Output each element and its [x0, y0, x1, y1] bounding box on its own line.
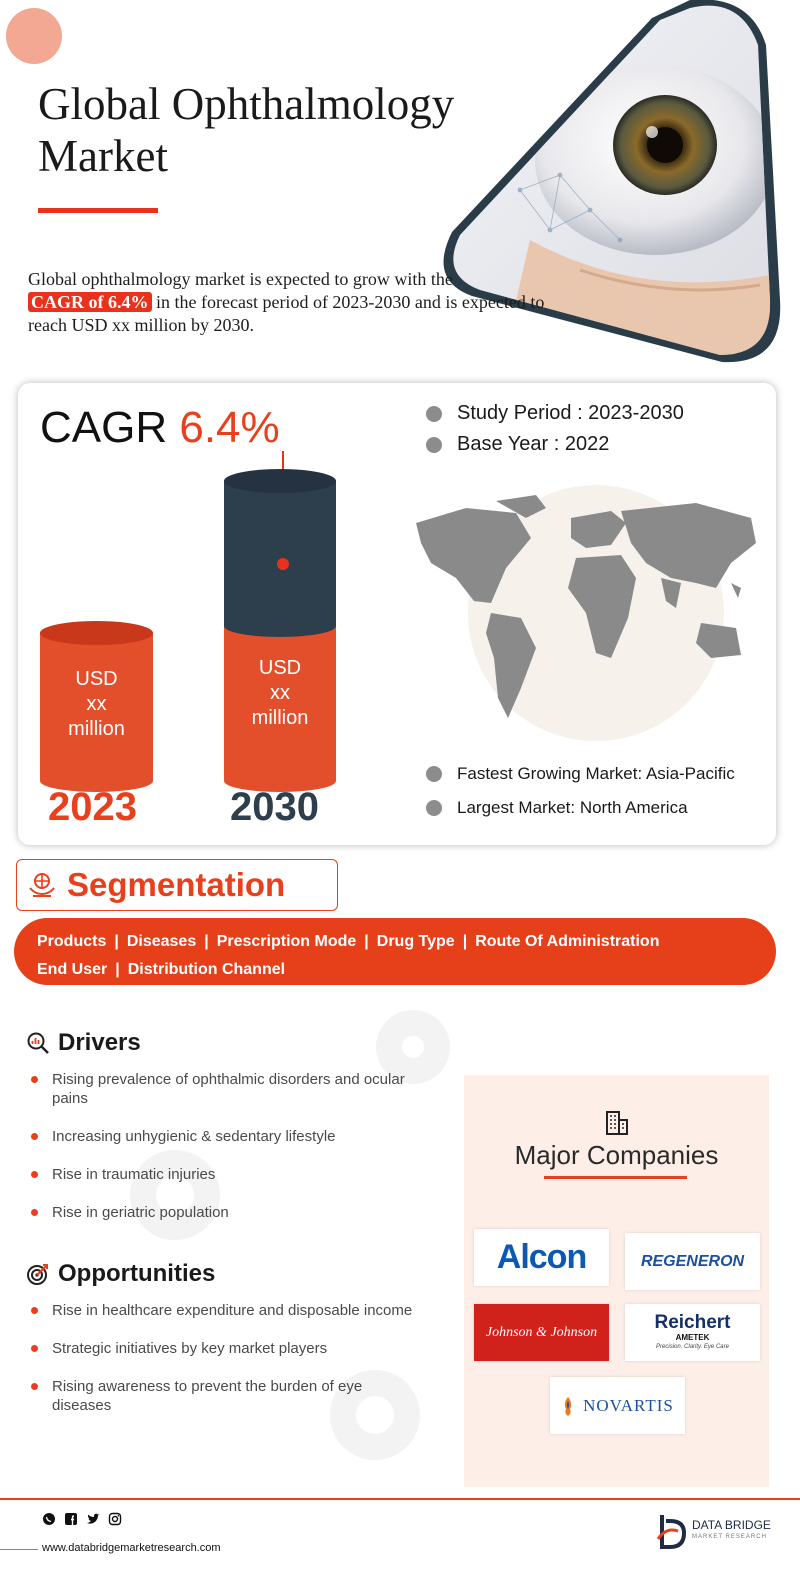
footer-rule [0, 1549, 38, 1550]
opportunity-item: Strategic initiatives by key market players [30, 1339, 425, 1358]
bar-2023-value [40, 667, 153, 742]
driver-item: Increasing unhygienic & sedentary lifestyle [30, 1127, 425, 1146]
alcon-wordmark: Alcon [496, 1238, 587, 1276]
drivers-title: Drivers [58, 1029, 141, 1056]
regeneron-wordmark: REGENERON [640, 1252, 745, 1270]
brand-subtitle: MARKET RESEARCH [692, 1534, 767, 1540]
companies-underline [544, 1176, 687, 1179]
segment-separator: | [364, 933, 369, 950]
driver-item: Rise in traumatic injuries [30, 1165, 425, 1184]
driver-item: Rise in geriatric population [30, 1203, 425, 1222]
segment-distribution-channel: Distribution Channel [127, 961, 286, 978]
segment-separator: | [114, 933, 119, 950]
bullet-dot [426, 766, 442, 782]
segment-separator: | [462, 933, 468, 950]
study-period-row [426, 402, 684, 425]
bar-2023-unit: USD [75, 668, 118, 690]
reichert-tagline: Precision. Clarity. Eye Care [656, 1344, 729, 1350]
footer-divider [0, 1498, 800, 1500]
base-year: Base Year : 2022 [457, 433, 610, 455]
reichert-wordmark: Reichert [654, 1312, 731, 1333]
brand-title: DATA BRIDGE [692, 1518, 771, 1532]
building-icon [605, 1110, 629, 1136]
instagram-icon[interactable] [108, 1512, 122, 1526]
driver-item: Rising prevalence of ophthalmic disorders and ocular pains [30, 1070, 425, 1108]
bullet-dot [426, 800, 442, 816]
bullet-dot [426, 406, 442, 422]
title-underline [38, 208, 158, 213]
alcon-logo [474, 1229, 609, 1286]
bullet-dot [426, 437, 442, 453]
segment-prescription-mode: Prescription Mode [216, 933, 357, 950]
segment-drug-type: Drug Type [376, 933, 455, 950]
major-companies-panel [464, 1075, 769, 1487]
bar-2030-unit: USD [258, 657, 302, 679]
segmentation-row-1 [37, 928, 754, 956]
johnson-and-johnson-wordmark: Johnson & Johnson [485, 1324, 598, 1340]
bar-2030-scale: million [251, 707, 309, 729]
whatsapp-icon[interactable] [42, 1512, 56, 1526]
target-icon [26, 1262, 50, 1286]
novartis-wordmark: NOVARTIS [583, 1395, 674, 1415]
segmentation-bar [14, 918, 776, 985]
ametek-wordmark: AMETEK [675, 1333, 710, 1342]
data-bridge-logo [656, 1513, 771, 1549]
regeneron-logo [625, 1233, 760, 1290]
segmentation-heading-box [16, 859, 338, 911]
opportunity-item: Rising awareness to prevent the burden of eye diseases [30, 1377, 425, 1415]
twitter-icon[interactable] [86, 1512, 100, 1526]
base-year-row [426, 433, 609, 456]
year-2030: 2030 [230, 785, 319, 829]
data-bridge-mark-icon [656, 1513, 686, 1549]
magnifier-chart-icon [26, 1031, 50, 1055]
social-links [42, 1512, 122, 1526]
year-2023: 2023 [48, 785, 137, 829]
segment-separator: | [115, 961, 120, 978]
fastest-growing-market: Fastest Growing Market: Asia-Pacific [457, 764, 735, 783]
intro-text-end: in the forecast period of 2023-2030 and is expected to reach USD xx million by 2030. [28, 292, 545, 335]
segment-separator: | [204, 933, 209, 950]
world-map [396, 483, 776, 743]
segment-end-user: End User [37, 961, 108, 978]
segment-route-of-administration: Route Of Administration [475, 933, 660, 950]
website-link[interactable]: www.databridgemarketresearch.com [42, 1542, 221, 1554]
segmentation-icon [27, 870, 57, 900]
decorative-circle [6, 8, 62, 64]
novartis-flame-icon [561, 1395, 575, 1417]
cagr-highlight: CAGR of 6.4% [28, 292, 152, 312]
companies-title: Major Companies [514, 1140, 719, 1170]
stats-card [18, 383, 776, 845]
fastest-growing-row [426, 764, 735, 784]
drivers-list [30, 1070, 425, 1222]
intro-text-start: Global ophthalmology market is expected to grow with the [28, 269, 453, 289]
largest-market: Largest Market: North America [457, 798, 688, 817]
opportunities-list [30, 1301, 425, 1415]
segmentation-row-2 [37, 956, 754, 984]
cagr-word: CAGR [40, 403, 168, 452]
reichert-logo [625, 1304, 760, 1361]
brand-name [692, 1519, 771, 1543]
study-period: Study Period : 2023-2030 [457, 402, 684, 424]
intro-text [28, 268, 568, 337]
segment-diseases: Diseases [126, 933, 197, 950]
bar-2030-amount: xx [270, 682, 290, 704]
drivers-heading [26, 1029, 141, 1057]
bar-2023-amount: xx [86, 693, 107, 715]
segment-products: Products [37, 933, 107, 950]
bar-2023-scale: million [68, 718, 125, 740]
page-title: Global Ophthalmology Market [38, 79, 455, 181]
opportunities-heading [26, 1260, 215, 1288]
opportunities-title: Opportunities [58, 1260, 216, 1287]
johnson-and-johnson-logo [474, 1304, 609, 1361]
opportunity-item: Rise in healthcare expenditure and disposable income [30, 1301, 425, 1320]
novartis-logo [550, 1377, 685, 1434]
facebook-icon[interactable] [64, 1512, 78, 1526]
segmentation-title: Segmentation [67, 866, 286, 903]
largest-market-row [426, 798, 688, 818]
bar-2030-value [224, 656, 336, 731]
cagr-value: 6.4% [179, 403, 280, 452]
